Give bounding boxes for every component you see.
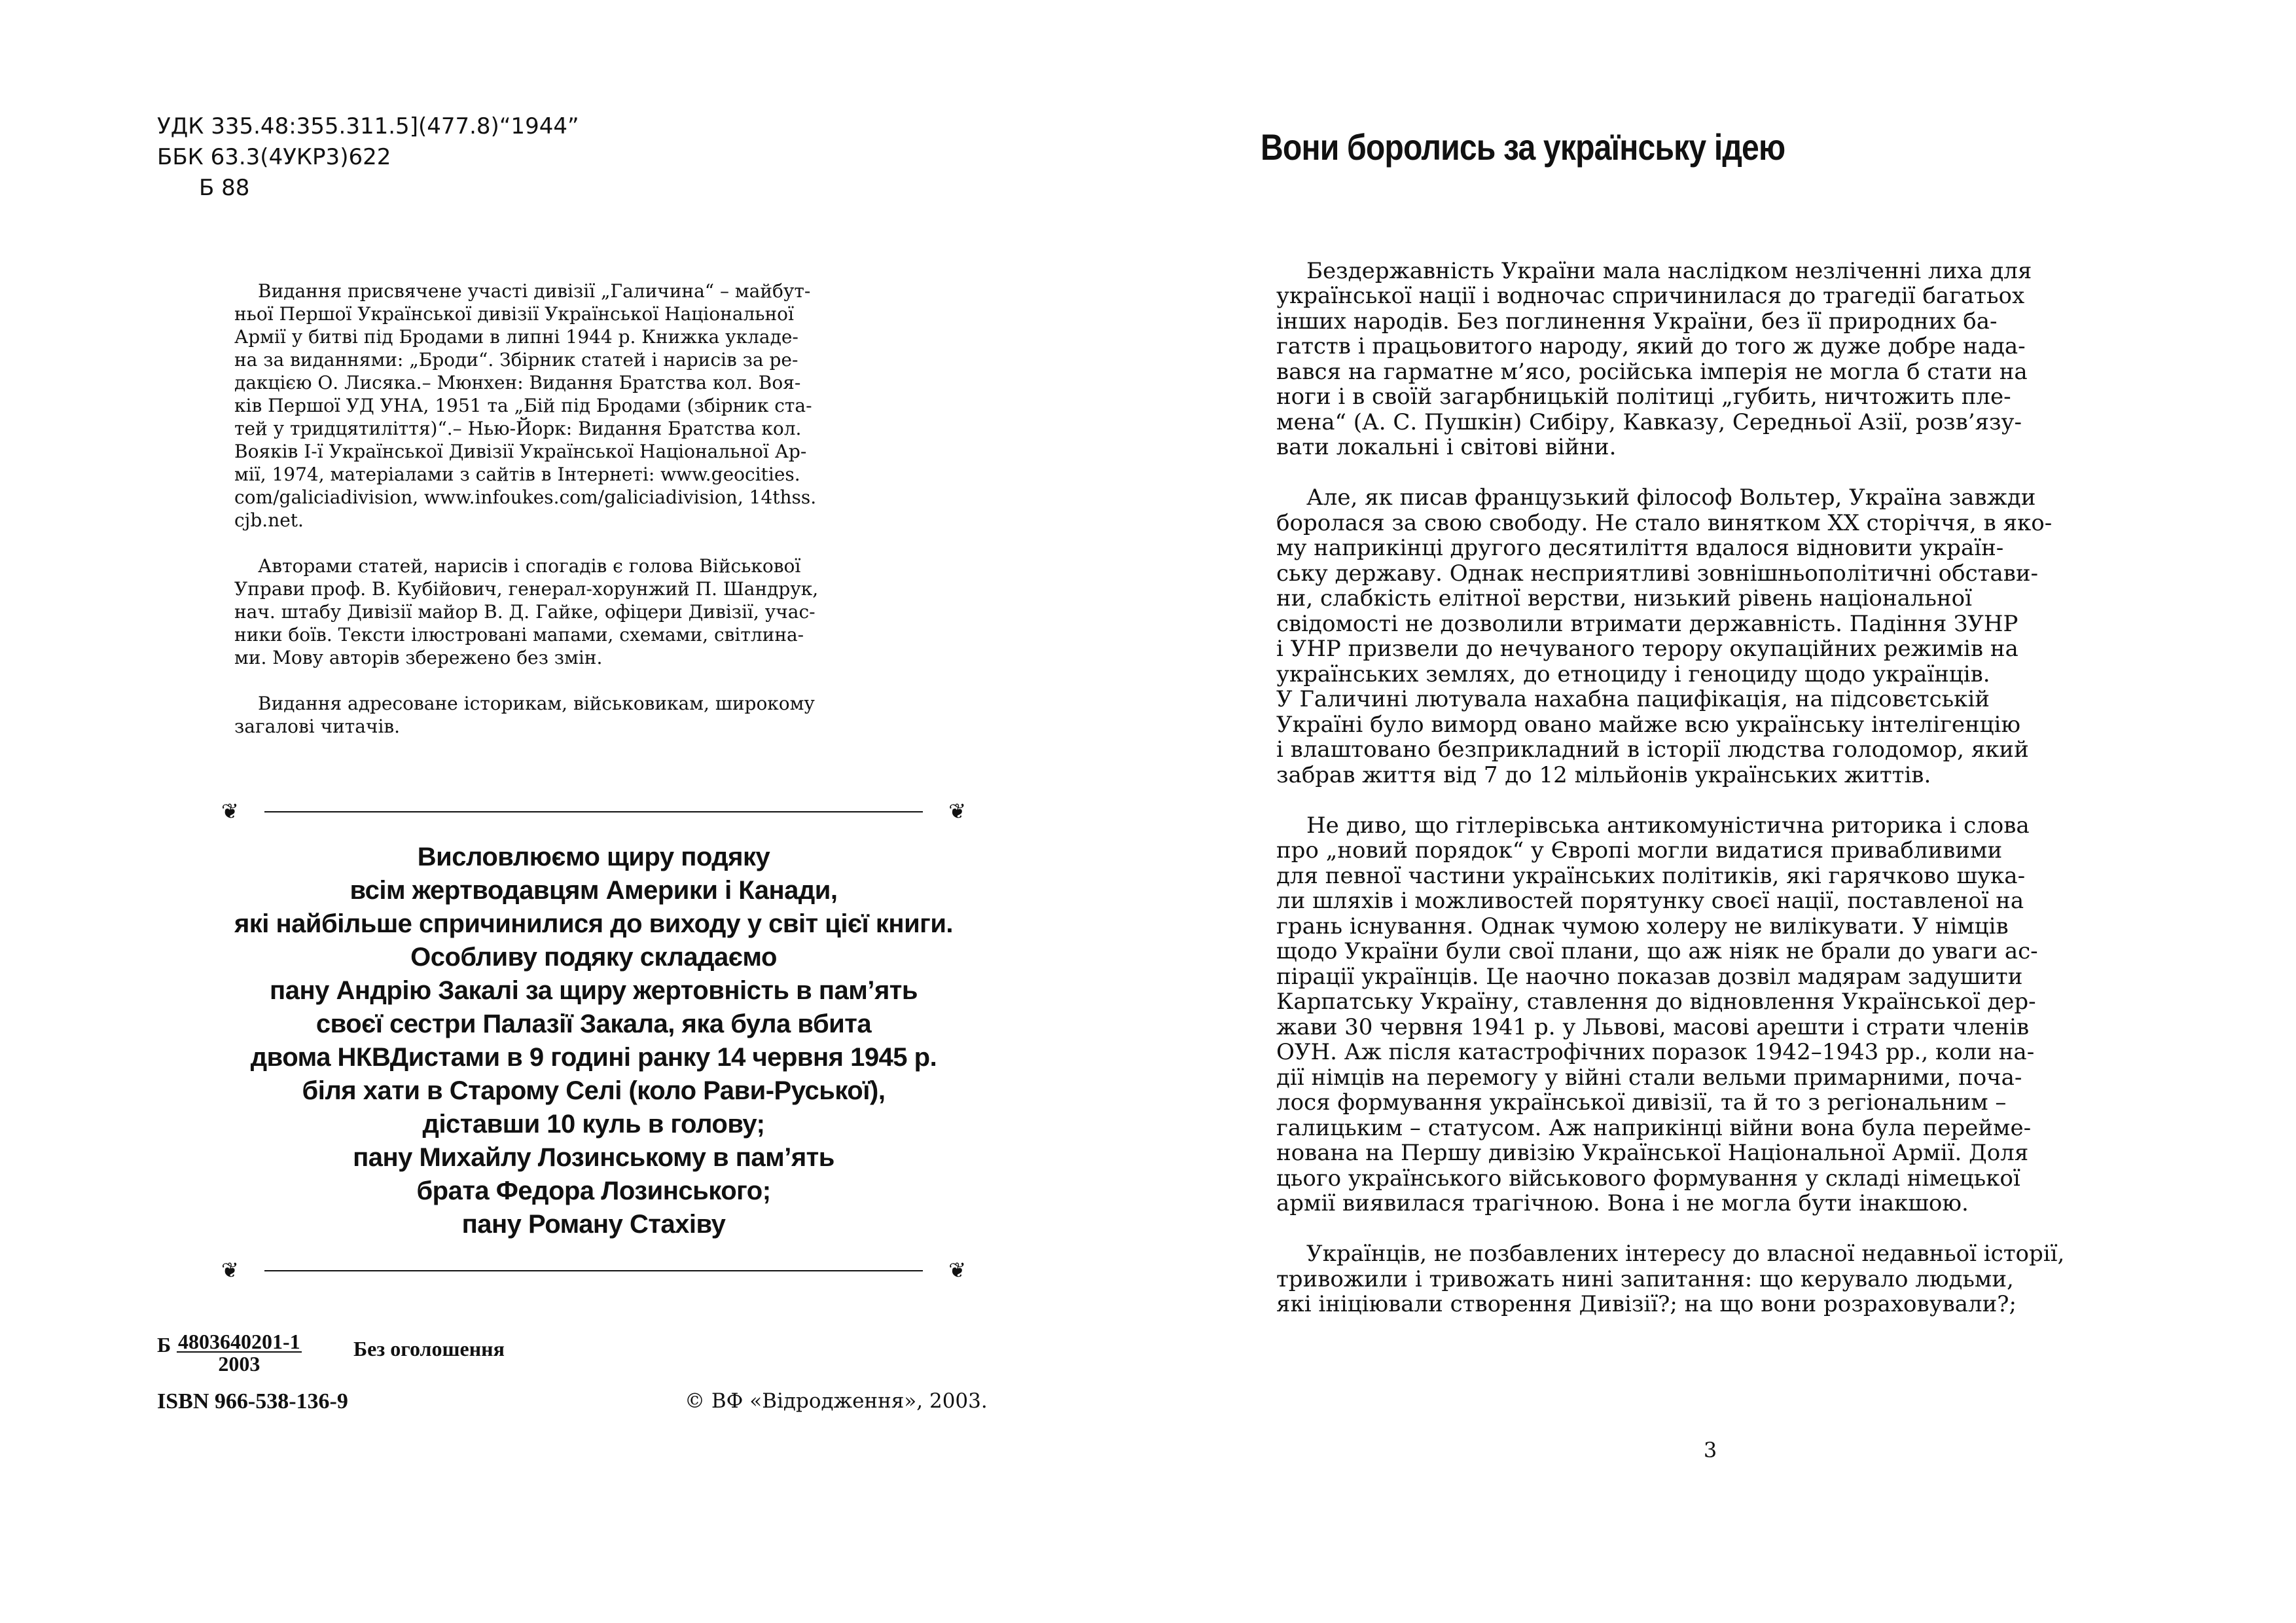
fraction-denominator: 2003 <box>218 1352 260 1376</box>
ornament-divider-bottom <box>221 1257 966 1283</box>
annotation-paragraph: Видання адресоване історикам, військовикам, широкому загалові читачів. <box>234 693 815 737</box>
flourish-left-icon: ❦ <box>221 799 239 824</box>
annotation-paragraph: Видання присвячене участі дивізії „Галичина“ – майбут- ньої Першої Української дивізії Української Національної Армії у битві під Бродами в липні 1944 р. Книжка укладе- на за виданнями: „Броди“. Збірник статей і нарисів за ре- дакцією О. Лисяка.– Мюнхен: Видання Братства кол. Воя- ків Першої УД УНА, 1951 та „Бій під Бродами (збірник ста- тей у тридцятиліття)“.– Нью-Йорк: Видання Братства кол. Вояків І-ї Української Дивізії Української Національної Ар- мії, 1974, матеріалами з сайтів в Інтернеті: www.geocities. com/galiciadivision, www.infoukes.com/galiciadivision, 14thss. cjb.net. <box>234 280 817 531</box>
flourish-right-icon: ❦ <box>948 799 966 824</box>
annotation <box>234 257 966 761</box>
dedication-line: всім жертводавцям Америки і Канади, <box>350 876 838 905</box>
dedication-line: своєї сестри Палазії Закала, яка була вбита <box>315 1010 872 1038</box>
article-paragraph: Українців, не позбавлених інтересу до власної недавньої історії, тривожили і тривожать нині запитання: що керувало людьми, які ініціювали створення Дивізії?; на що вони розраховували?; <box>1276 1241 2065 1317</box>
publication-number <box>157 1332 1041 1383</box>
article-title: Вони боролись за українську ідею <box>1261 126 1785 168</box>
isbn: ISBN 966-538-136-9 <box>157 1389 348 1413</box>
article-paragraph: Але, як писав французький філософ Вольтер, Україна завжди боролася за свою свободу. Не стало винятком XX сторіччя, в яко- му наприкінці другого десятиліття вдалося відновити україн- ську державу. Однак несприятливі зовнішньополітичні обстави- ни, слабкість елітної верстви, низький рівень національної свідомості не дозволили втримати державність. Падіння ЗУНР і УНР призвели до нечуваного терору окупаційних режимів на українських землях, до етноциду і геноциду щодо українців. У Галичині лютувала нахабна пацифікація, на підсовєтській Україні було виморд овано майже всю українську інтелігенцію і влаштовано безприкладний в історії людства голодомор, який забрав життя від 7 до 12 мільйонів українських життів. <box>1276 484 2053 788</box>
dedication-line: двома НКВДистами в 9 годині ранку 14 червня 1945 р. <box>250 1043 937 1072</box>
dedication-line: біля хати в Старому Селі (коло Рави-Руської), <box>302 1076 886 1105</box>
publication-fraction <box>177 1332 302 1375</box>
publication-letter: Б <box>157 1333 171 1357</box>
flourish-right-icon: ❦ <box>948 1258 966 1283</box>
bbk-code: ББК 63.3(4УКР3)622 <box>157 144 391 170</box>
article-paragraph: Бездержавність України мала наслідком незліченні лиха для української нації і водночас спричинилася до трагедії багатьох інших народів. Без поглинення України, без її природних ба- гатств і працьовитого народу, який до того ж дуже добре нада- вався на гарматне м’ясо, російська імперія не могла б стати на ноги і в своїй загарбницькій політиці „губить, ничтожить пле- мена“ (А. С. Пушкін) Сибіру, Кавказу, Середньої Азії, розв’язу- вати локальні і світові війни. <box>1276 257 2032 460</box>
annotation-paragraph: Авторами статей, нарисів і спогадів є голова Військової Управи проф. В. Кубійович, генерал-хорунжий П. Шандрук, нач. штабу Дивізії майор В. Д. Гайке, офіцери Дивізії, учас- ники боїв. Тексти ілюстровані мапами, схемами, світлина- ми. Мову авторів збережено без змін. <box>234 555 819 668</box>
dedication-line: пану Роману Стахіву <box>461 1210 726 1239</box>
article-body <box>1276 233 2147 1342</box>
flourish-left-icon: ❦ <box>221 1258 239 1283</box>
divider-line <box>264 811 923 812</box>
dedication-line: Особливу подяку складаємо <box>410 943 777 972</box>
divider-line <box>264 1270 923 1271</box>
dedication-line: пану Михайлу Лозинському в пам’ять <box>353 1143 834 1172</box>
copyright: © ВФ «Відродження», 2003. <box>685 1389 988 1413</box>
author-sign: Б 88 <box>199 175 250 201</box>
udk-code: УДК 335.48:355.311.5](477.8)“1944” <box>157 113 579 139</box>
article-paragraph: Не диво, що гітлерівська антикомуністична риторика і слова про „новий порядок“ у Європі могли видатися привабливими для певної частини українських політиків, які гарячково шука- ли шляхів і можливостей порятунку своєї нації, поставленої на грань існування. Однак чумою холеру не вилікувати. У німців щодо України були свої плани, що аж ніяк не брали до уваги ас- пірації українців. Це наочно показав дозвіл мадярам задушити Карпатську Україну, ставлення до відновлення Української дер- жави 30 червня 1941 р. у Львові, масові арешти і страти членів ОУН. Аж після катастрофічних поразок 1942–1943 рр., коли на- дії німців на перемогу у війні стали вельми примарними, поча- лося формування української дивізії, та й то з регіональним – галицьким – статусом. Аж наприкінці війни вона була переймe- нована на Першу дивізію Української Національної Армії. Доля цього українського військового формування у складі німецької армії виявилася трагічною. Вона і не могла бути інакшою. <box>1276 812 2038 1216</box>
page-number: 3 <box>1703 1438 1717 1463</box>
dedication-line: які найбільше спричинилися до виходу у світ цієї книги. <box>234 909 954 938</box>
dedication-line: діставши 10 куль в голову; <box>422 1110 765 1139</box>
dedication-line: брата Федора Лозинського; <box>416 1176 771 1205</box>
imprint <box>157 1332 1041 1418</box>
classification-codes <box>157 111 579 204</box>
no-announcement: Без оголошення <box>353 1337 505 1360</box>
fraction-numerator: 4803640201-1 <box>178 1330 300 1353</box>
ornament-divider-top <box>221 798 966 824</box>
dedication-line: пану Андрію Закалі за щиру жертовність в пам’ять <box>270 976 918 1005</box>
dedication <box>221 841 966 1241</box>
dedication-line: Висловлюємо щиру подяку <box>417 843 770 871</box>
isbn-row <box>157 1389 1041 1418</box>
